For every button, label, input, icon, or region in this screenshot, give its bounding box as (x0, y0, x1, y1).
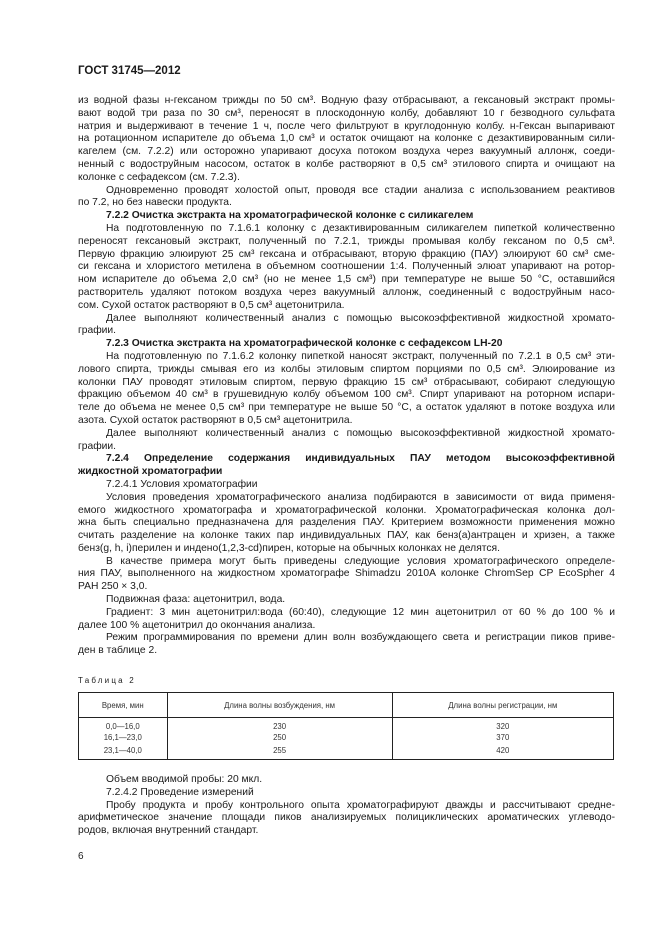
table-cell: 320 (392, 718, 613, 733)
text-line: си гексана и хлористого метилена в объемном соотношении 1:4. Полученный элюат упаривают на ротор- (78, 261, 615, 273)
text-line: Режим программирования по времени длин волн возбуждающего света и регистрации пиков приве- (106, 632, 615, 644)
table-cell: 420 (392, 743, 613, 760)
text-line: емого жидкостного хроматографа и хроматографической колонки. Хроматографическая колонка дол- (78, 504, 615, 516)
text-line: колонке с сефадексом (см. 7.2.3). (78, 171, 240, 183)
text-line: ненный с водоструйным насосом, остаток в колбе растворяют в 0,5 см³ этилового спирта и очищают на (78, 158, 615, 170)
text-line: переносят гексановый экстракт, полученный по 7.2.1, трижды промывая колбу гексаном по 0,5 см³. (78, 235, 615, 247)
paragraph (78, 479, 615, 492)
text-line: Далее выполняют количественный анализ с помощью высокоэффективной жидкостной хромато- (106, 312, 615, 324)
paragraph (78, 632, 615, 658)
text-line: натрия и выдерживают в течение 1 ч, после чего фильтруют в круглодонную колбу. н-Гексан выпаривают (78, 120, 615, 132)
text-line: арифметическое значение площади пиков анализируемых полициклических ароматических углеводо- (78, 812, 615, 824)
text-line: по 7.2, но без навески продукта. (78, 197, 232, 209)
paragraph (78, 185, 615, 211)
paragraph (78, 556, 615, 594)
text-line: Пробу продукта и пробу контрольного опыта хроматографируют дважды и рассчитывают средне- (106, 799, 615, 811)
text-line: далее 100 % ацетонитрил до окончания анализа. (78, 619, 316, 631)
text-line: сом. Сухой остаток растворяют в 0,5 см³ ацетонитрила. (78, 299, 345, 311)
paragraph (78, 787, 615, 800)
table-cell: 255 (167, 743, 392, 760)
paragraph (78, 607, 615, 633)
text-line: из водной фазы н-гексаном трижды по 50 см³. Водную фазу отбрасывают, а гексановый экстракт промы- (78, 95, 615, 106)
section-heading (78, 453, 615, 479)
text-line: графии. (78, 440, 117, 452)
text-line: вают водой три раза по 30 см³, переносят в плоскодонную колбу, добавляют 10 г безводного сульфата (78, 107, 615, 119)
text-line: 7.2.4.1 Условия хроматографии (106, 478, 258, 490)
table-cell: 23,1—40,0 (103, 746, 142, 755)
text-line: На подготовленную по 7.1.6.2 колонку пипеткой наносят экстракт, полученный по 7.2.1 в 0,5 см³ эти- (106, 350, 615, 362)
text-line: лового спирта, трижды смывая его из колбы этиловым спиртом порциями по 0,5 см³. Элюирование из (78, 363, 615, 375)
text-line: бенз(g, h, i)перилен и индено(1,2,3-cd)пирен, которые на обычных колонках не делятся. (78, 542, 500, 554)
text-line: жидкостной хроматографии (78, 466, 223, 478)
text-line: Первую фракцию элюируют 25 см³ гексана и отбрасывают, вторую фракцию (ПАУ) элюируют 60 см³ сме- (78, 248, 615, 260)
text-line: ния ПАУ, выполненного на жидкостном хроматографе Shimadzu 2010A колонке ChromSep CP EcoSpher 4 (78, 568, 615, 580)
document-header: ГОСТ 31745—2012 (78, 65, 181, 77)
table-cell: 230 (167, 718, 392, 733)
text-line: 7.2.4.2 Проведение измерений (106, 786, 254, 798)
text-line: Далее выполняют количественный анализ с помощью высокоэффективной жидкостной хромато- (106, 427, 615, 439)
paragraph (78, 774, 615, 787)
text-line: родов, включая внутренний стандарт. (78, 825, 259, 837)
table-row (79, 743, 614, 760)
text-line: считать разделение на колонке таких пар индивидуальных ПАУ, как бенз(а)антрацен и хризен, а также (78, 530, 615, 542)
text-line: 7.2.2 Очистка экстракта на хроматографической колонке с силикагелем (106, 210, 474, 222)
text-line: Подвижная фаза: ацетонитрил, вода. (106, 594, 286, 606)
table-row (79, 732, 614, 743)
table-cell: 16,1—23,0 (103, 733, 142, 742)
text-line: фракцию объемом 40 см³ в грушевидную колбу объемом 100 см³. Спирт упаривают на роторном испари- (78, 389, 615, 401)
text-line: на ротационном испарителе до объема 1,0 см³ и остаток очищают на колонке с дезактивированным сили- (78, 133, 615, 145)
table-cell: 0,0—16,0 (105, 722, 140, 731)
paragraph (78, 594, 615, 607)
section-heading (78, 210, 615, 223)
table-cell: 250 (167, 732, 392, 743)
text-line: Условия проведения хроматографического анализа подбираются в зависимости от вида применя- (106, 491, 615, 503)
text-line: PAH 250 × 3,0. (78, 581, 148, 593)
text-line: 7.2.4 Определение содержания индивидуальных ПАУ методом высокоэффективной (106, 453, 615, 465)
text-line: Объем вводимой пробы: 20 мкл. (106, 774, 263, 785)
paragraph (78, 95, 615, 185)
paragraph (78, 492, 615, 556)
text-line: колонки ПАУ проводят этиловым спиртом, первую фракцию 15 см³ отбрасывают, собирают следующую (78, 376, 615, 388)
paragraph (78, 428, 615, 454)
table-header: Длина волны возбуждения, нм (167, 693, 392, 718)
text-line: ден в таблице 2. (78, 645, 158, 657)
paragraph (78, 351, 615, 428)
text-line: ном испарителе до объема 2,0 см³ (но не менее 1,5 см³) при температуре не выше 50 °С, оставшийся (78, 274, 615, 286)
text-line: растворитель удаляют потоком воздуха через вакуумный аллонж, соединенный с водоструйным насо- (78, 286, 615, 298)
section-heading (78, 338, 615, 351)
table-row (79, 718, 614, 733)
text-line: кагелем (см. 7.2.2) или осторожно упаривают досуха потоком воздуха через вакуумный аллонж, соеди- (78, 146, 615, 158)
table-caption: Таблица 2 (78, 676, 136, 685)
text-line: жна быть специально предназначена для разделения ПАУ. Критерием возможности применения можно (78, 517, 615, 529)
table-header: Время, мин (79, 693, 168, 718)
text-line: В качестве примера могут быть приведены следующие условия хроматографического определе- (106, 555, 615, 567)
paragraph (78, 313, 615, 339)
page-number: 6 (78, 851, 84, 862)
text-line: Одновременно проводят холостой опыт, проводя все стадии анализа с использованием реактивов (106, 184, 615, 196)
table-cell: 370 (392, 732, 613, 743)
text-line: 7.2.3 Очистка экстракта на хроматографической колонке с сефадексом LH-20 (106, 338, 503, 350)
text-line: азота. Сухой остаток растворяют в 0,5 см³ ацетонитрила. (78, 414, 353, 426)
body-text-upper (78, 95, 615, 658)
text-line: На подготовленную по 7.1.6.1 колонку с дезактивированным силикагелем пипеткой количественно (106, 222, 615, 234)
text-line: графии. (78, 325, 117, 337)
table-header: Длина волны регистрации, нм (392, 693, 613, 718)
body-text-lower (78, 774, 615, 838)
text-line: Градиент: 3 мин ацетонитрил:вода (60:40), следующие 12 мин ацетонитрил от 60 % до 100 % и (106, 606, 615, 618)
text-line: теле до объема не менее 0,5 см³ при температуре не выше 50 °С, а остаток удаляют в потоке воздуха или (78, 402, 615, 414)
paragraph (78, 800, 615, 838)
paragraph (78, 223, 615, 313)
wavelength-table (78, 692, 614, 760)
